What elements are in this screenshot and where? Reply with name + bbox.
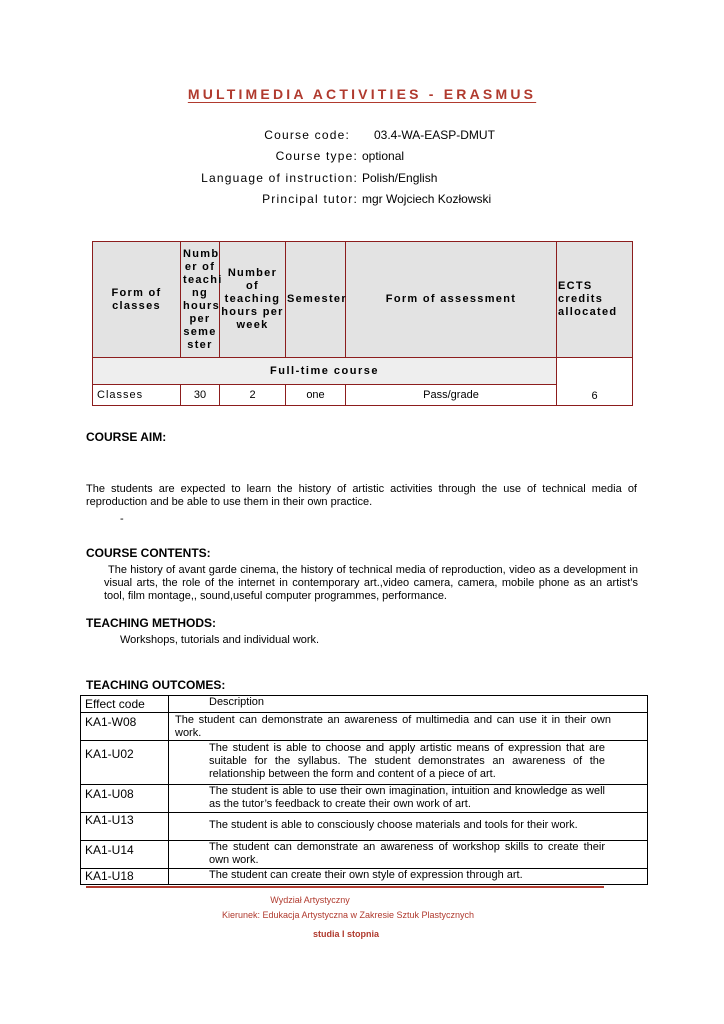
effect-description: The student can create their own style of expression through art. xyxy=(169,869,648,885)
meta-value: 03.4-WA-EASP-DMUT xyxy=(374,128,495,142)
header-form-of-classes: Form of classes xyxy=(93,242,181,358)
outcome-row xyxy=(81,869,648,885)
effect-description: The student is able to use their own imagination, intuition and knowledge as well as the tutor’s feedback to create their own work of art. xyxy=(169,785,648,813)
header-hours-semester: Numb er of teachi ng hours per seme ster xyxy=(181,242,220,358)
col-effect-code: Effect code xyxy=(81,696,169,713)
cell-hours-week: 2 xyxy=(220,385,286,406)
meta-label: Principal tutor: xyxy=(262,192,358,206)
outcomes-table xyxy=(80,695,648,885)
teaching-methods-text: Workshops, tutorials and individual work. xyxy=(120,634,320,646)
meta-course-code xyxy=(0,127,724,143)
course-contents-heading: COURSE CONTENTS: xyxy=(86,546,211,560)
course-contents-text: The history of avant garde cinema, the history of technical media of reproduction, video as a development in visual arts, the role of the internet in contemporary art.,video camera, camera, mobile phone as an artist’s tool, film montage,, sound,useful computer programmes, performance. xyxy=(104,564,638,602)
header-form-of-assessment: Form of assessment xyxy=(346,242,557,358)
course-aim-dash: - xyxy=(120,513,124,525)
header-hours-week: Number of teaching hours per week xyxy=(220,242,286,358)
meta-label: Language of instruction: xyxy=(201,171,358,185)
full-time-course-label: Full-time course xyxy=(93,358,557,385)
outcome-row xyxy=(81,785,648,813)
footer-faculty: Wydział Artystyczny xyxy=(270,895,350,905)
effect-description: The student is able to consciously choose materials and tools for their work. xyxy=(169,813,648,841)
teaching-outcomes-heading: TEACHING OUTCOMES: xyxy=(86,678,226,692)
meta-value: optional xyxy=(362,149,405,163)
outcome-row xyxy=(81,713,648,741)
outcome-row xyxy=(81,741,648,785)
course-aim-text: The students are expected to learn the history of artistic activities through the use of technical media of reproduction and be able to use them in their own practice. xyxy=(86,483,637,508)
meta-course-type xyxy=(0,148,724,164)
meta-value: mgr Wojciech Kozłowski xyxy=(362,192,492,206)
teaching-methods-heading: TEACHING METHODS: xyxy=(86,616,216,630)
effect-description: The student is able to choose and apply artistic means of expression that are suitable for the syllabus. The student demonstrates an awareness of the relationship between the form and content of a piece of art. xyxy=(169,741,648,785)
outcome-row xyxy=(81,841,648,869)
ects-spacer xyxy=(557,358,633,406)
header-semester: Semester xyxy=(286,242,346,358)
full-time-row xyxy=(93,358,633,385)
outcomes-header-row xyxy=(81,696,648,713)
ects-value: 6 xyxy=(591,390,598,402)
meta-principal-tutor xyxy=(0,191,724,207)
footer-field: Kierunek: Edukacja Artystyczna w Zakresie Sztuk Plastycznych xyxy=(221,910,475,920)
meta-value: Polish/English xyxy=(362,171,438,185)
effect-code: KA1-U08 xyxy=(81,785,169,813)
footer-divider xyxy=(86,886,604,888)
effect-code: KA1-U18 xyxy=(81,869,169,885)
cell-form: Classes xyxy=(93,385,181,406)
classes-table xyxy=(92,241,633,406)
meta-label: Course code: xyxy=(264,128,350,142)
header-ects: ECTS credits allocated xyxy=(557,242,633,358)
classes-data-row xyxy=(93,385,633,406)
document-title: MULTIMEDIA ACTIVITIES - ERASMUS xyxy=(187,86,537,102)
cell-assessment: Pass/grade xyxy=(346,385,557,406)
cell-hours-semester: 30 xyxy=(181,385,220,406)
outcome-row xyxy=(81,813,648,841)
effect-description: The student can demonstrate an awareness of workshop skills to create their own work. xyxy=(169,841,648,869)
effect-code: KA1-U02 xyxy=(81,741,169,785)
effect-description: The student can demonstrate an awareness of multimedia and can use it in their own work. xyxy=(169,713,648,741)
col-description: Description xyxy=(169,696,648,713)
meta-label: Course type: xyxy=(275,149,358,163)
effect-code: KA1-U14 xyxy=(81,841,169,869)
course-aim-heading: COURSE AIM: xyxy=(86,430,167,444)
effect-code: KA1-U13 xyxy=(81,813,169,841)
footer-level: studia I stopnia xyxy=(312,929,379,939)
cell-semester: one xyxy=(286,385,346,406)
effect-code: KA1-W08 xyxy=(81,713,169,741)
classes-header-row xyxy=(93,242,633,358)
meta-language xyxy=(0,170,724,186)
